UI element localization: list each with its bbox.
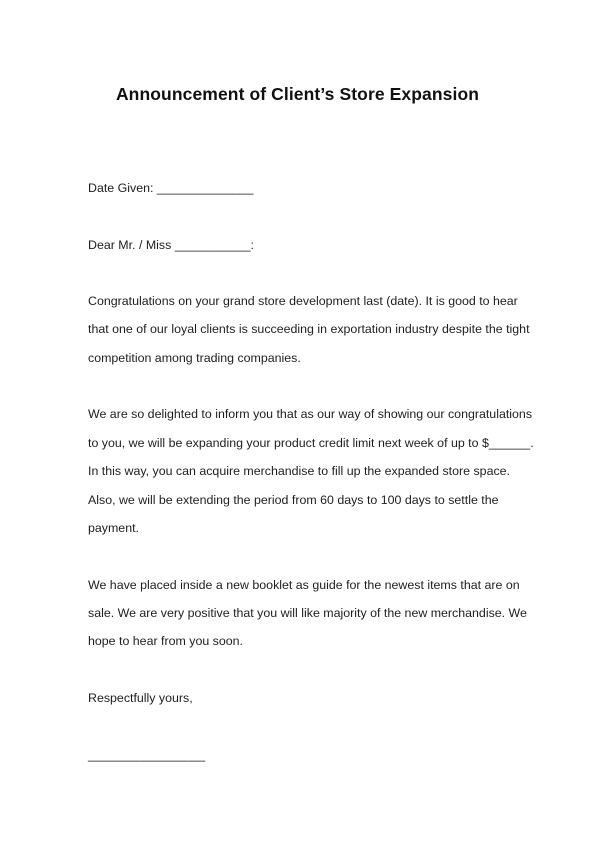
paragraph-1-line-1: Congratulations on your grand store development last (date). It is good to hear: [88, 294, 518, 308]
signature-line: _________________: [88, 748, 206, 762]
paragraph-2-line-4: Also, we will be extending the period from 60 days to 100 days to settle the: [88, 493, 499, 507]
closing: Respectfully yours,: [88, 691, 193, 705]
paragraph-3-line-3: hope to hear from you soon.: [88, 634, 243, 648]
paragraph-3-line-2: sale. We are very positive that you will like majority of the new merchandise. We: [88, 606, 527, 620]
paragraph-2-line-2: to you, we will be expanding your product credit limit next week of up to $______.: [88, 436, 534, 450]
document-title: Announcement of Client’s Store Expansion: [115, 84, 480, 104]
paragraph-3-line-1: We have placed inside a new booklet as guide for the newest items that are on: [88, 578, 520, 592]
paragraph-1-line-2: that one of our loyal clients is succeeding in exportation industry despite the tight: [88, 322, 530, 336]
paragraph-1-line-3: competition among trading companies.: [88, 351, 301, 365]
date-line: Date Given: ______________: [88, 181, 254, 195]
paragraph-2-line-5: payment.: [88, 521, 139, 535]
paragraph-2-line-3: In this way, you can acquire merchandise to fill up the expanded store space.: [88, 464, 510, 478]
paragraph-2-line-1: We are so delighted to inform you that as our way of showing our congratulations: [88, 407, 533, 421]
salutation: Dear Mr. / Miss ___________:: [88, 238, 254, 252]
